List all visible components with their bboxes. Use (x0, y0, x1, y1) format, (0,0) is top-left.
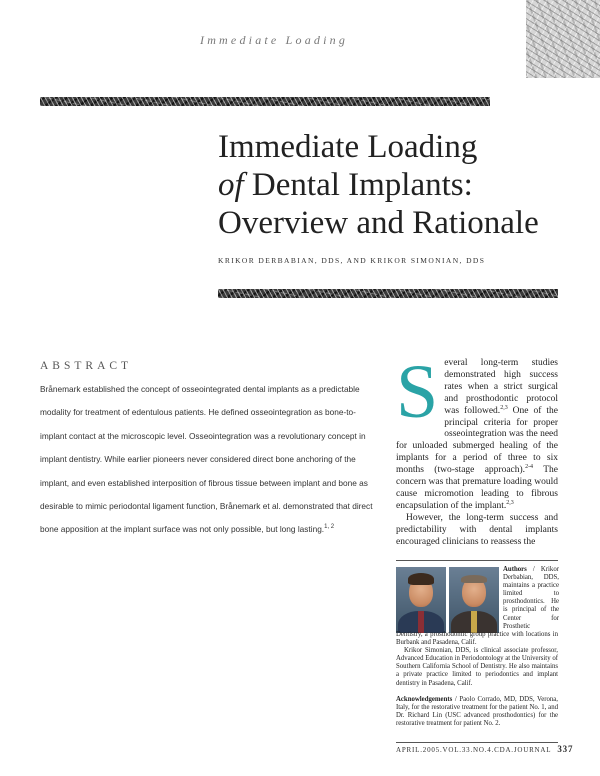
drop-cap: S (396, 350, 439, 434)
title-line-3: Overview and Rationale (218, 205, 539, 241)
corner-texture-image (526, 0, 600, 78)
author-bio-continued (396, 631, 558, 688)
title-of: of (218, 167, 244, 203)
acknowledgements (396, 696, 558, 728)
authors-side-text: / Krikor Derbabian, DDS, maintains a practice limited to prosthodontics. He is principal of the Center for Prosthetic (503, 566, 559, 630)
decorative-texture-bar-middle (218, 289, 558, 298)
body-paragraph-2: However, the long-term success and predictability with dental implants encouraged clinicians to reassess the (396, 512, 558, 547)
abstract-text (40, 378, 378, 542)
body-p1-a: everal long-term studies demonstrated high success rates when a strict surgical and prosthodontic protocol was followed. (444, 358, 558, 416)
title-line-2-rest: Dental Implants: (243, 167, 473, 203)
author-photo-simonian (449, 567, 499, 633)
abstract-refs: 1, 2 (324, 524, 335, 531)
footer-rule (396, 742, 558, 743)
page-number: 337 (557, 744, 574, 754)
body-p1-b: One of the principal criteria for proper osseointegration was the need for unloaded submerged healing of the implants for a period of three to six months (two-stage approach). (396, 405, 558, 476)
article-title (218, 128, 578, 242)
ref-superscript: 2,3 (500, 404, 508, 411)
body-paragraph-1 (396, 350, 558, 513)
ref-superscript: 2,3 (506, 499, 514, 506)
body-p1-c: The concern was that premature loading would cause micromotion leading to fibrous encapsulation of the implant. (396, 465, 558, 511)
running-head: Immediate Loading (200, 33, 349, 47)
author-bio-second: Krikor Simonian, DDS, is clinical associate professor, Advanced Education in Periodontology at the University of Southern California School of Dentistry. He also maintains a private practice limited to periodontics and implant dentistry in Pasadena, Calif. (396, 647, 558, 687)
acknowledgements-label: Acknowledgements (396, 696, 453, 703)
title-line-1: Immediate Loading (218, 129, 478, 165)
column-divider (396, 560, 558, 561)
author-bio-side (503, 566, 559, 631)
page-footer (396, 744, 574, 754)
abstract-heading: ABSTRACT (40, 360, 133, 372)
ref-superscript: 2-4 (525, 464, 534, 470)
abstract-body: Brånemark established the concept of osseointegrated dental implants as a predictable modality for treatment of edentulous patients. He defined osseointegration as bone-to-implant contact at the microscopic level. Osseointegration was a revolutionary concept in implant dentistry. While earlier pioneers never considered direct bone anchoring of the implant, and even established interposition of fibrous tissue between implant and bone as desirable to mimic periodontal ligament function, Brånemark et al. demonstrated that direct bone apposition at the implant surface was not only possible, but long lasting. (40, 384, 373, 535)
body-column (396, 350, 558, 549)
author-photo-derbabian (396, 567, 446, 633)
author-bio-first-continued: Dentistry, a prosthodontic group practice with locations in Burbank and Pasadena, Calif. (396, 631, 558, 647)
acknowledgements-text: / Paolo Corrado, MD, DDS, Verona, Italy, for the restorative treatment for the patient No. 1, and Dr. Richard Lin (USC advanced prosthodontics) for the restorative treatment for patient No. 2. (396, 696, 558, 728)
title-line-2 (218, 166, 578, 204)
journal-issue: APRIL.2005.VOL.33.NO.4.CDA.JOURNAL (396, 746, 552, 754)
decorative-texture-bar-top (40, 97, 490, 106)
authors-label: Authors (503, 566, 527, 573)
byline: KRIKOR DERBABIAN, DDS, AND KRIKOR SIMONIAN, DDS (218, 256, 486, 265)
